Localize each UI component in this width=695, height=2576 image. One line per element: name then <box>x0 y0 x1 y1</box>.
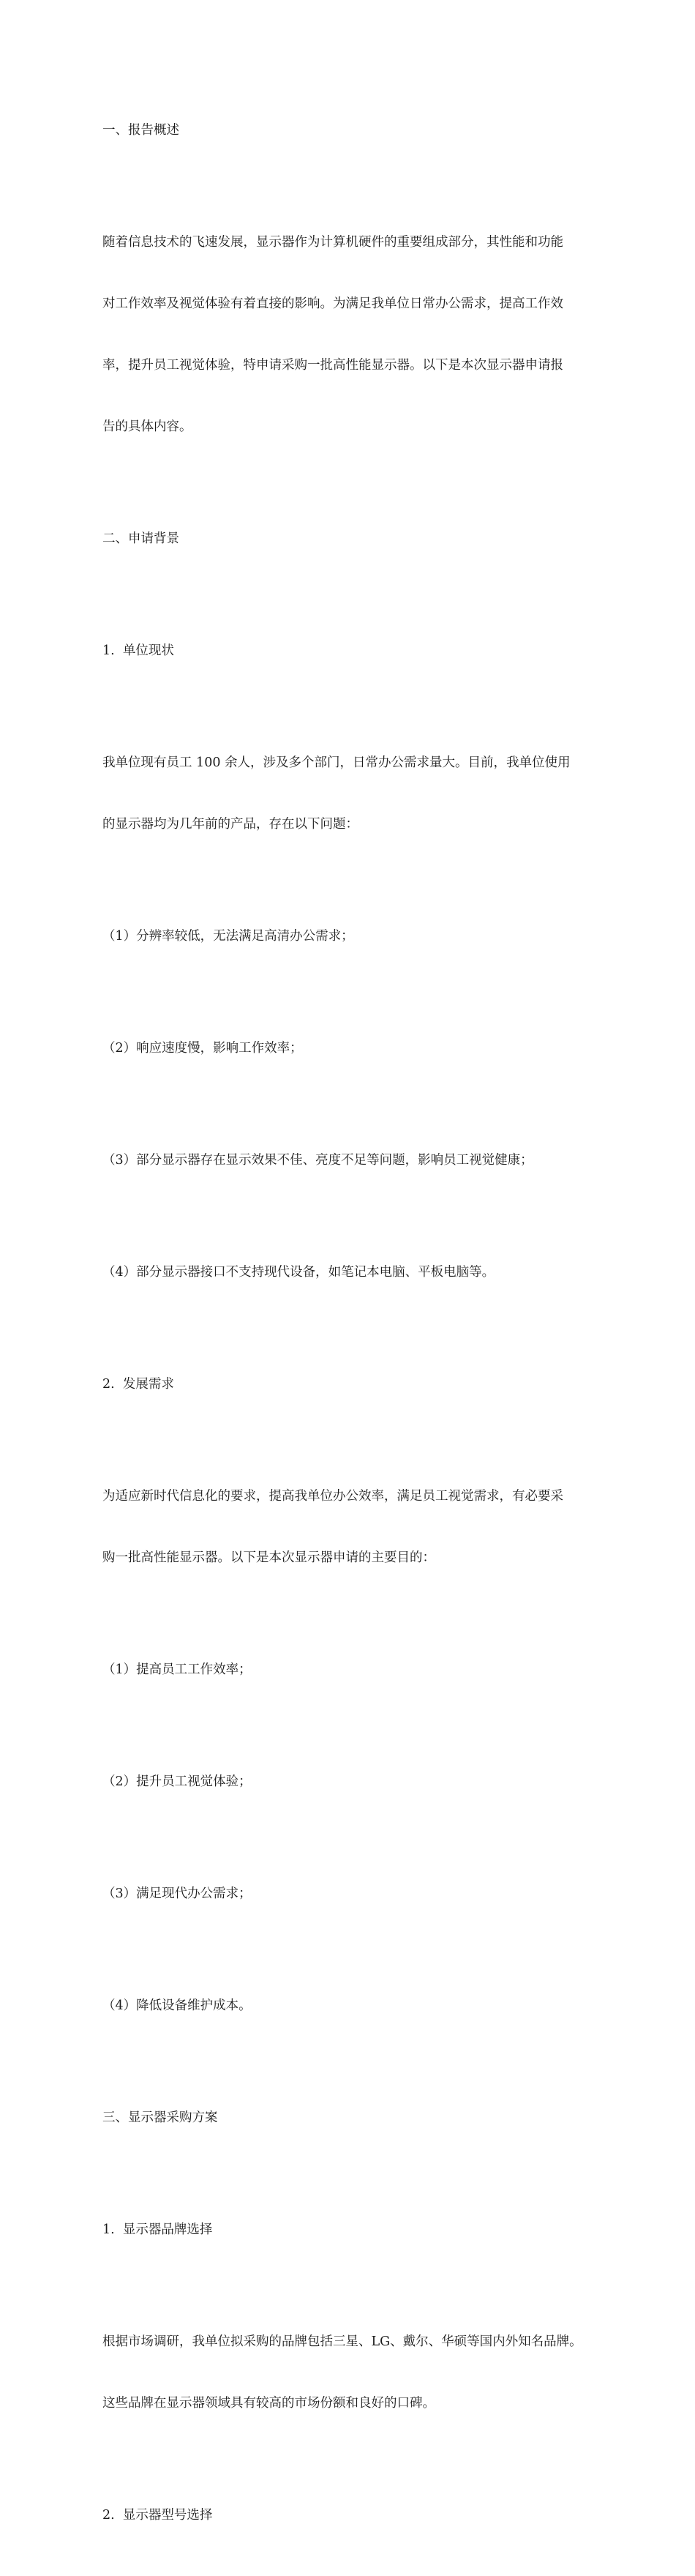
text-line: （3）部分显示器存在显示效果不佳、亮度不足等问题，影响员工视觉健康； <box>102 1153 533 1168</box>
list-item <box>102 1955 600 2057</box>
text-line: 的显示器均为几年前的产品，存在以下问题： <box>102 817 358 832</box>
list-item <box>102 1109 600 1212</box>
text-line: （4）降低设备维护成本。 <box>102 1998 252 2013</box>
text-line: 三、显示器采购方案 <box>102 2110 218 2125</box>
text-line: 根据市场调研，我单位拟采购的品牌包括三星、LG、戴尔、华硕等国内外知名品牌。 <box>102 2334 582 2349</box>
section-heading-procurement-plan <box>102 2067 600 2169</box>
text-line: 告的具体内容。 <box>102 419 192 434</box>
text-line: 随着信息技术的飞速发展，显示器作为计算机硬件的重要组成部分，其性能和功能 <box>102 235 563 250</box>
text-line: 这些品牌在显示器领域具有较高的市场份额和良好的口碑。 <box>102 2396 435 2411</box>
list-item <box>102 1731 600 1833</box>
text-line: 1. 单位现状 <box>102 643 174 658</box>
list-item <box>102 997 600 1100</box>
text-line: 我单位现有员工 100 余人，涉及多个部门，日常办公需求量大。目前，我单位使用 <box>102 755 571 770</box>
list-item <box>102 885 600 988</box>
section-heading-background <box>102 488 600 590</box>
text-line: 2. 显示器型号选择 <box>102 2508 213 2523</box>
list-item <box>102 1619 600 1721</box>
subheading-brand-selection <box>102 2179 600 2281</box>
paragraph-current-status <box>102 712 600 876</box>
subheading-current-status <box>102 600 600 702</box>
subheading-model-selection <box>102 2464 600 2566</box>
text-line: （4）部分显示器接口不支持现代设备，如笔记本电脑、平板电脑等。 <box>102 1265 495 1280</box>
subheading-development-needs <box>102 1333 600 1436</box>
paragraph-brand-selection <box>102 2291 600 2454</box>
text-line: 二、申请背景 <box>102 531 179 546</box>
paragraph-overview <box>102 191 600 478</box>
text-line: （2）提升员工视觉体验； <box>102 1774 252 1789</box>
paragraph-development-needs <box>102 1445 600 1609</box>
list-item <box>102 1843 600 1945</box>
text-line: （1）分辨率较低，无法满足高清办公需求； <box>102 929 354 944</box>
text-line: 一、报告概述 <box>102 123 179 138</box>
text-line: （1）提高员工工作效率； <box>102 1662 252 1677</box>
text-line: 对工作效率及视觉体验有着直接的影响。为满足我单位日常办公需求，提高工作效 <box>102 296 563 311</box>
list-item <box>102 1221 600 1324</box>
text-line: （3）满足现代办公需求； <box>102 1886 252 1901</box>
text-line: 2. 发展需求 <box>102 1377 174 1392</box>
document-page <box>102 79 600 2576</box>
text-line: 为适应新时代信息化的要求，提高我单位办公效率，满足员工视觉需求，有必要采 <box>102 1489 563 1504</box>
text-line: 1. 显示器品牌选择 <box>102 2222 213 2237</box>
text-line: 率，提升员工视觉体验，特申请采购一批高性能显示器。以下是本次显示器申请报 <box>102 358 563 373</box>
section-heading-overview <box>102 79 600 182</box>
text-line: （2）响应速度慢，影响工作效率； <box>102 1041 303 1056</box>
text-line: 购一批高性能显示器。以下是本次显示器申请的主要目的： <box>102 1550 435 1565</box>
